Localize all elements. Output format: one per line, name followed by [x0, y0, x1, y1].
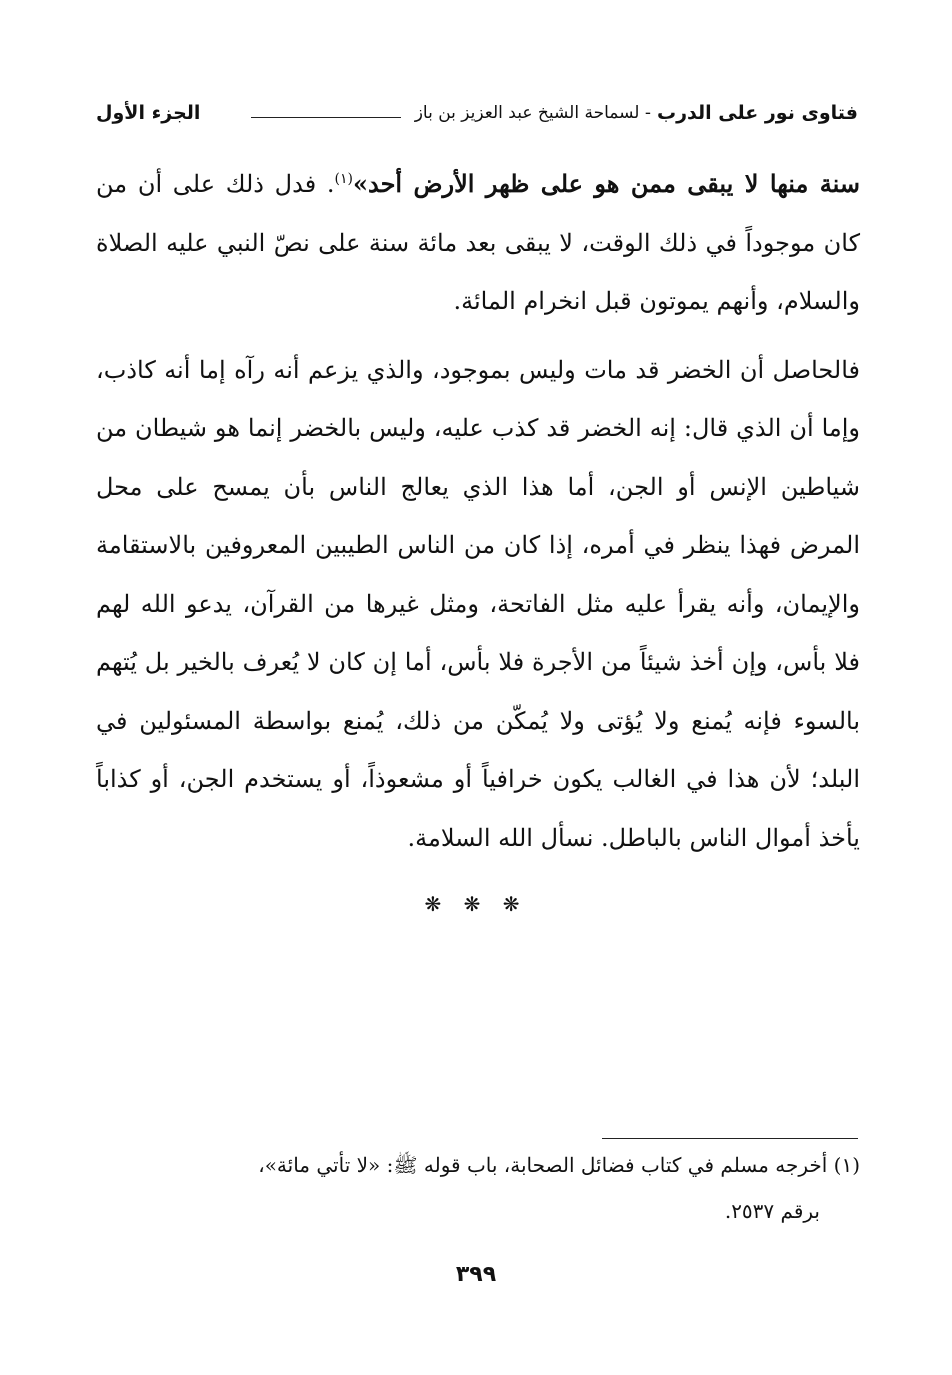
footnote-rule — [602, 1138, 858, 1139]
header-author: - لسماحة الشيخ عبد العزيز بن باز — [414, 103, 651, 123]
page-number: ٣٩٩ — [455, 1262, 497, 1287]
footnote — [96, 1142, 860, 1234]
footnote-ref: (١) — [334, 171, 353, 187]
paragraph-1 — [96, 155, 860, 331]
header-title-group — [243, 102, 858, 124]
footnote-line-1: (١) أخرجه مسلم في كتاب فضائل الصحابة، باب قوله ﷺ: «لا تأتي مائة»، — [258, 1153, 860, 1177]
header-series-title: فتاوى نور على الدرب — [657, 102, 858, 124]
bold-hadith-quote: سنة منها لا يبقى ممن هو على ظهر الأرض أحد» — [352, 169, 860, 198]
running-header — [96, 95, 858, 131]
paragraph-2-text: فالحاصل أن الخضر قد مات وليس بموجود، والذي يزعم أنه رآه إما أنه كاذب، وإما أن الذي قال: إنه الخضر قد كذب عليه، وليس بالخضر إنما هو شيطان من شياطين الإنس أو الجن، أما هذا الذي يعالج الناس بأن يمسح على محل المرض فهذا ينظر في أمره، إذا كان من الناس الطيبين المعروفين بالاستقامة والإيمان، وأنه يقرأ عليه مثل الفاتحة، ومثل غيرها من القرآن، يدعو الله لهم فلا بأس، وإن أخذ شيئاً من الأجرة فلا بأس، أما إن كان لا يُعرف بالخير بل يُتهم بالسوء فإنه يُمنع ولا يُؤتى ولا يُمكّن من ذلك، يُمنع بواسطة المسئولين في البلد؛ لأن هذا في الغالب يكون خرافياً أو مشعوذاً، أو يستخدم الجن، أو كذاباً يأخذ أموال الناس بالباطل. نسأل الله السلامة. — [96, 355, 860, 852]
header-rule — [251, 117, 401, 118]
main-body-text — [96, 155, 860, 867]
paragraph-1-text: . فدل ذلك على أن من كان موجوداً في ذلك الوقت، لا يبقى بعد مائة سنة على نصّ النبي عليه الصلاة والسلام، وأنهم يموتون قبل انخرام المائة. — [96, 170, 860, 315]
footnote-line-2: برقم ٢٥٣٧. — [724, 1199, 820, 1223]
header-volume: الجزء الأول — [96, 102, 201, 124]
paragraph-2 — [96, 341, 860, 868]
section-separator: ❋ ❋ ❋ — [424, 892, 528, 916]
